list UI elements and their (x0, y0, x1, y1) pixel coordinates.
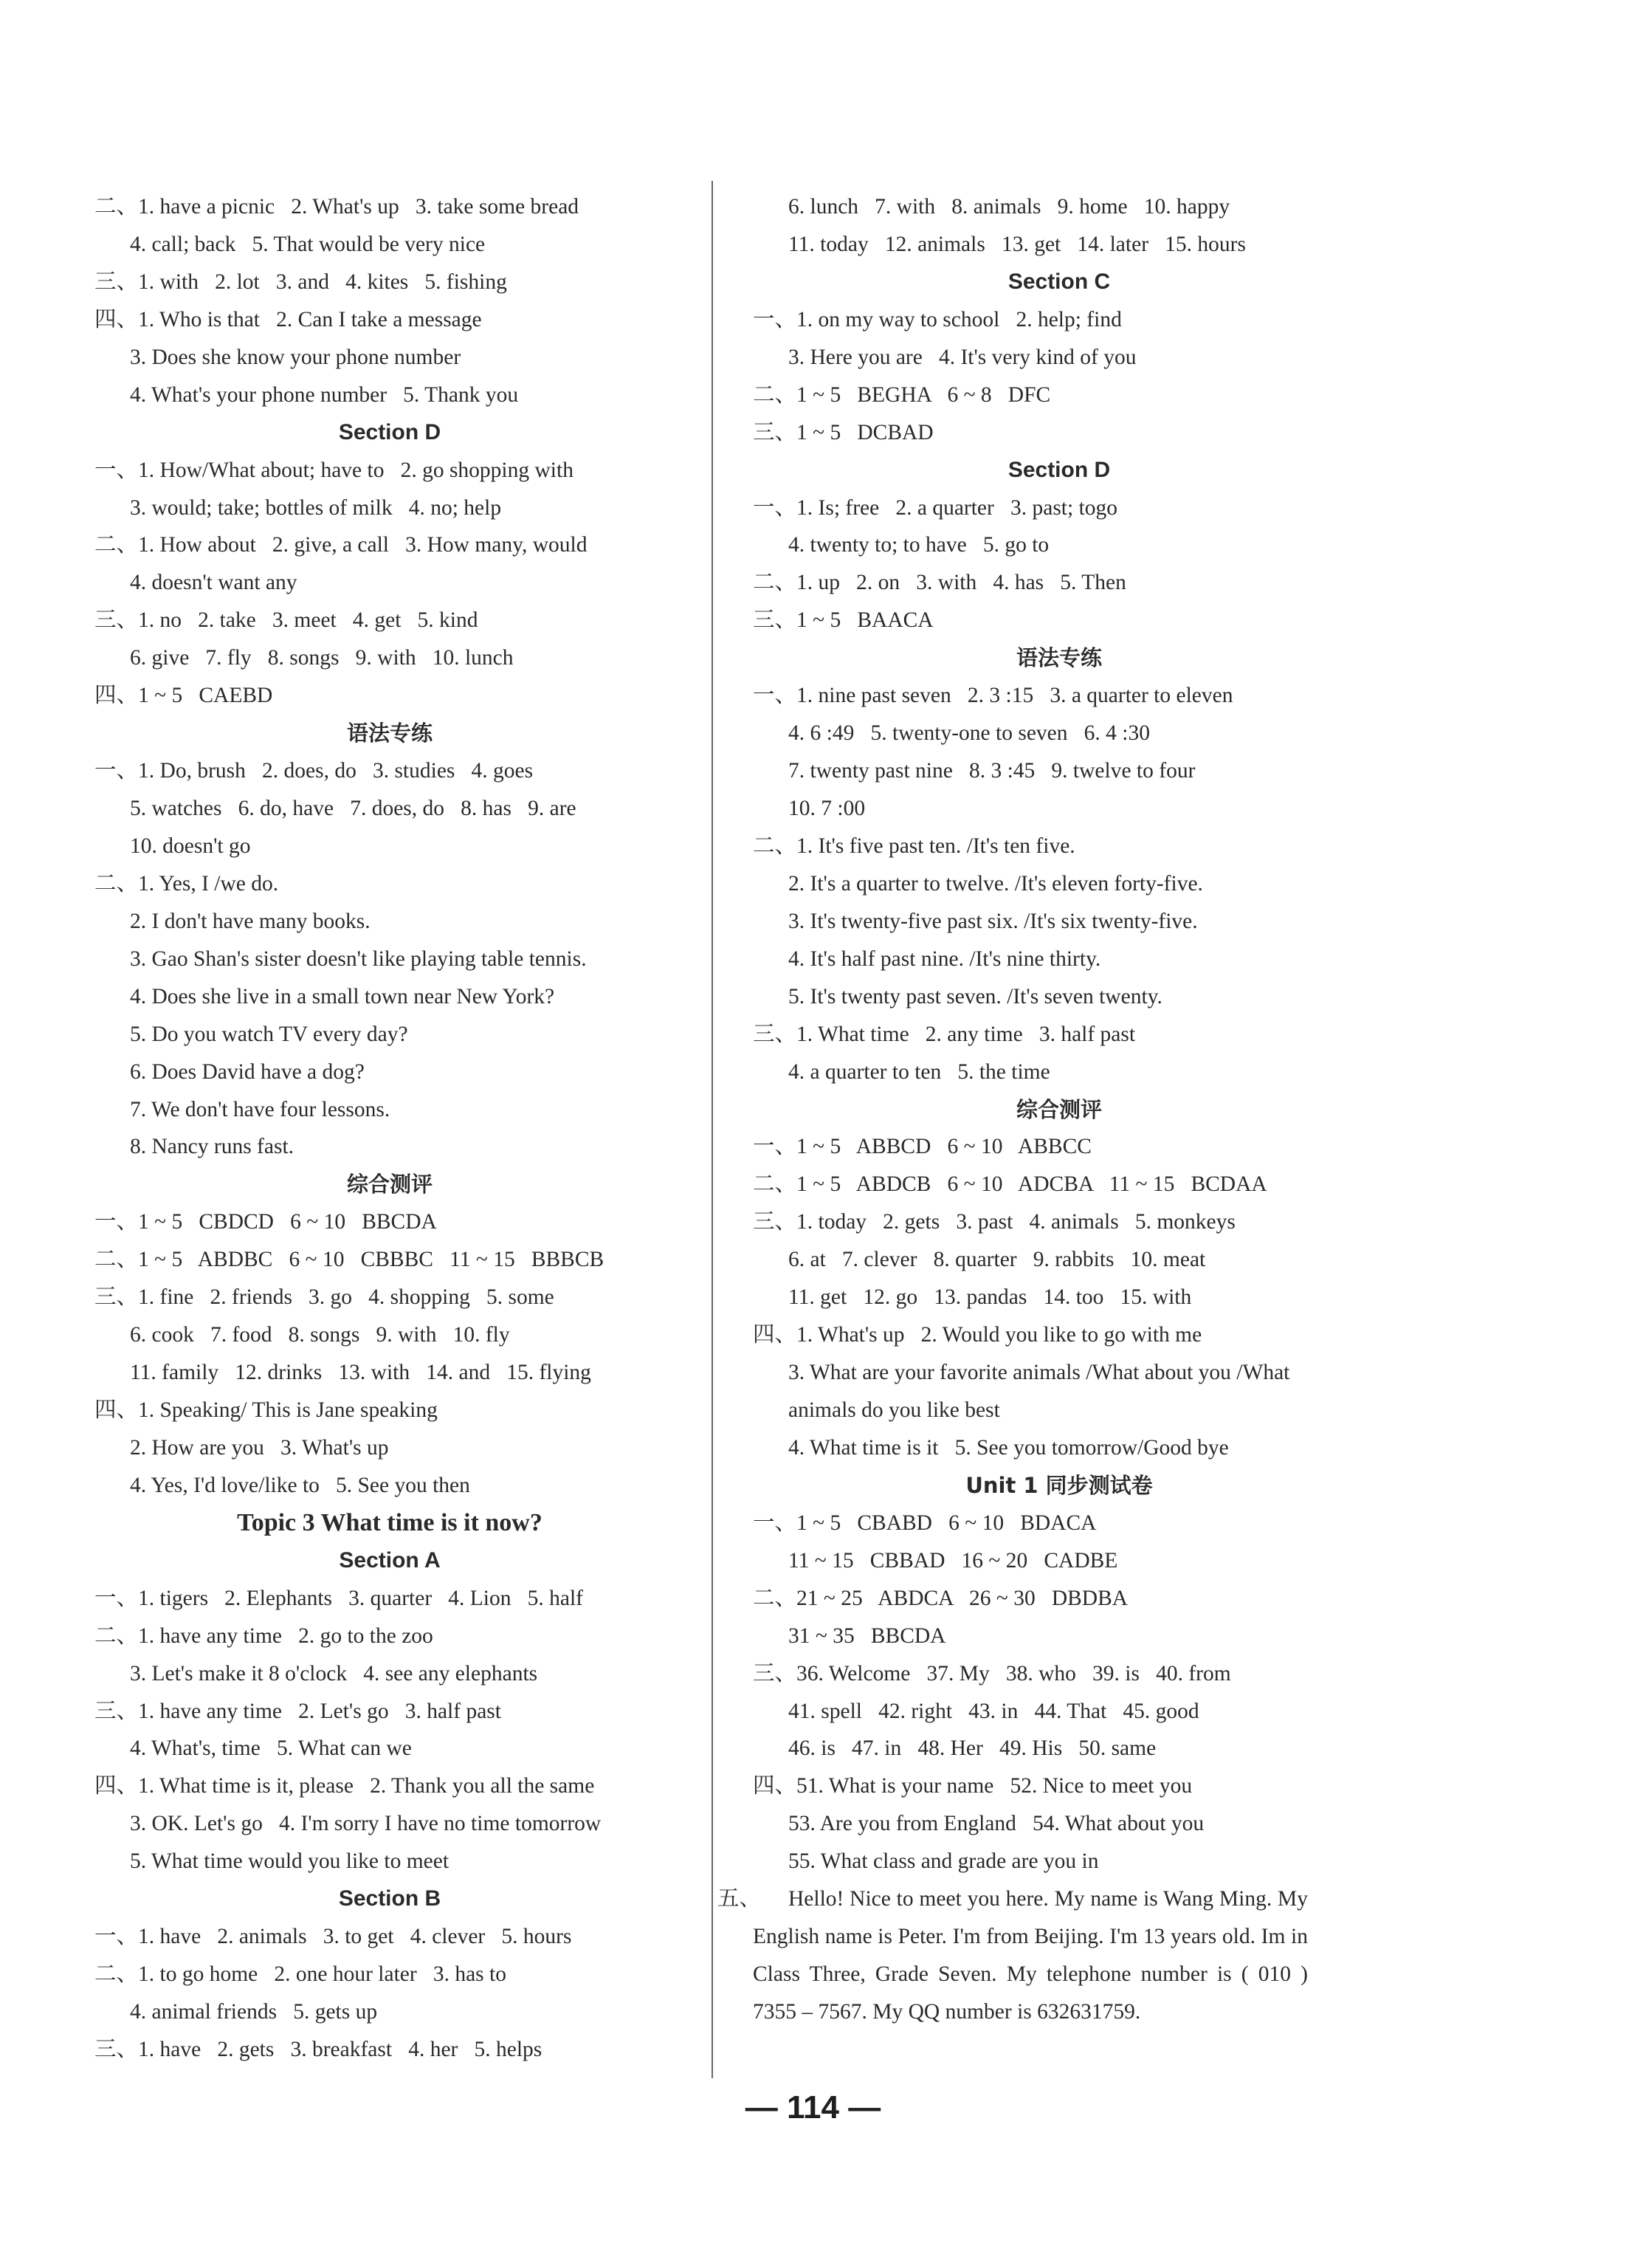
answer-line (753, 489, 1365, 527)
answer-text: 2. How are you 3. What's up (130, 1435, 389, 1460)
answer-line (94, 226, 685, 264)
answer-text: 31 ~ 35 BBCDA (788, 1623, 946, 1648)
answer-line (94, 264, 685, 301)
question-number: 四、 (753, 1323, 797, 1347)
answer-text: 1. have any time 2. go to the zoo (138, 1623, 433, 1648)
answer-line (753, 1505, 1365, 1542)
answer-line (94, 602, 685, 639)
answer-text: 3. Here you are 4. It's very kind of you (788, 345, 1137, 369)
answer-text: 1. How about 2. give, a call 3. How many, would (138, 533, 588, 557)
answer-line (753, 602, 1365, 639)
answer-text: 7. We don't have four lessons. (130, 1097, 390, 1121)
question-number: 五、 (717, 1887, 762, 1911)
answer-line (753, 1054, 1365, 1091)
answer-line (753, 715, 1365, 752)
answer-text: 5. watches 6. do, have 7. does, do 8. has 9. are (130, 797, 576, 820)
answer-line (94, 1730, 685, 1767)
question-number: 一、 (94, 1925, 139, 1949)
answer-line (94, 1693, 685, 1731)
question-number: 一、 (94, 1210, 139, 1234)
answer-line (753, 941, 1365, 978)
answer-text: 4. What time is it 5. See you tomorrow/Good bye (788, 1435, 1229, 1460)
answer-text: 1 ~ 5 ABDCB 6 ~ 10 ADCBA 11 ~ 15 BCDAA (796, 1172, 1267, 1197)
answer-text: 4. 6 :49 5. twenty-one to seven 6. 4 :30 (788, 721, 1150, 746)
answer-text: 4. Does she live in a small town near New York? (130, 984, 555, 1008)
answer-text: 6. Does David have a dog? (130, 1059, 365, 1084)
answer-line (753, 1767, 1365, 1805)
question-number: 二、 (753, 571, 797, 595)
answer-line (753, 1843, 1365, 1880)
answer-text: 1. Is; free 2. a quarter 3. past; togo (796, 495, 1118, 520)
answer-line (753, 1241, 1365, 1279)
answer-line (94, 677, 685, 715)
answer-text: 4. twenty to; to have 5. go to (788, 533, 1050, 557)
answer-text: 4. doesn't want any (130, 571, 297, 595)
answer-line (94, 1054, 685, 1091)
answer-text: 51. What is your name 52. Nice to meet you (796, 1774, 1193, 1798)
question-number: 二、 (94, 195, 139, 219)
answer-line (94, 1316, 685, 1354)
answer-line (753, 752, 1365, 790)
question-number: 三、 (94, 2037, 139, 2061)
answer-line (753, 1618, 1365, 1655)
answer-line (94, 377, 685, 414)
answer-line (94, 1392, 685, 1429)
answer-line (94, 790, 685, 828)
answer-line (94, 1655, 685, 1693)
answer-text: 1 ~ 5 CAEBD (138, 684, 273, 708)
question-number: 三、 (94, 608, 139, 633)
answer-text: 3. Let's make it 8 o'clock 4. see any elephants (130, 1661, 538, 1685)
answer-line (94, 1993, 685, 2031)
answer-text: 4. a quarter to ten 5. the time (788, 1059, 1050, 1084)
answer-text: 1. have a picnic 2. What's up 3. take some bread (138, 195, 579, 219)
answer-line (753, 339, 1365, 377)
answer-text: 1 ~ 5 DCBAD (796, 420, 934, 444)
answer-line (94, 941, 685, 978)
left-column (94, 188, 685, 2069)
question-number: 三、 (753, 608, 797, 633)
answer-line (753, 414, 1365, 452)
answer-line (753, 1279, 1365, 1316)
question-number: 三、 (94, 1285, 139, 1310)
answer-text: 1. on my way to school 2. help; find (796, 307, 1122, 331)
answer-text: 5. What time would you like to meet (130, 1849, 449, 1874)
question-number: 四、 (94, 1774, 139, 1798)
answer-line (753, 1166, 1365, 1203)
question-number: 三、 (753, 420, 797, 444)
section-heading: Section A (339, 1547, 441, 1573)
answer-text: 7. twenty past nine 8. 3 :45 9. twelve to four (788, 759, 1196, 783)
answer-line (94, 1467, 685, 1505)
answer-line (94, 1241, 685, 1279)
answer-line (753, 226, 1365, 264)
question-number: 四、 (94, 1398, 139, 1422)
answer-text: 4. animal friends 5. gets up (130, 2000, 378, 2024)
answer-text: 53. Are you from England 54. What about you (788, 1812, 1205, 1836)
answer-line (753, 790, 1365, 828)
question-number: 三、 (753, 1210, 797, 1234)
question-number: 四、 (94, 307, 139, 331)
answer-line (94, 1580, 685, 1618)
answer-text: 2. It's a quarter to twelve. /It's eleven forty-five. (788, 871, 1203, 896)
answer-text: 4. Yes, I'd love/like to 5. See you then (130, 1473, 470, 1497)
section-heading: Section D (338, 419, 441, 444)
answer-line (753, 526, 1365, 564)
answer-text: 1 ~ 5 CBABD 6 ~ 10 BDACA (796, 1511, 1097, 1535)
answer-text: 1. nine past seven 2. 3 :15 3. a quarter to eleven (796, 684, 1233, 708)
section-heading: Section B (338, 1886, 441, 1911)
answer-line (94, 1618, 685, 1655)
answer-line (753, 1730, 1365, 1767)
answer-line (753, 1016, 1365, 1054)
answer-text: 11. family 12. drinks 13. with 14. and 15. flying (130, 1361, 591, 1385)
answer-text: 1. tigers 2. Elephants 3. quarter 4. Lion 5. half (138, 1586, 583, 1610)
answer-text: 11. today 12. animals 13. get 14. later 15. hours (788, 232, 1246, 256)
answer-text: Hello! Nice to meet you here. My name is Wang Ming. My English name is Peter. I'm from Beijing. I'm 13 years old. Im in Class Three, Grade Seven. My telephone number is ( 010 ) 7355 – 7567. My QQ number is 632631759. (753, 1887, 1308, 2024)
question-number: 一、 (94, 1586, 139, 1610)
answer-text: 55. What class and grade are you in (788, 1849, 1099, 1874)
answer-line (94, 339, 685, 377)
question-number: 三、 (94, 269, 139, 294)
answer-line (753, 1203, 1365, 1241)
answer-line (94, 489, 685, 527)
question-number: 一、 (753, 1135, 797, 1159)
answer-line (94, 1805, 685, 1843)
question-number: 三、 (753, 1661, 797, 1685)
answer-line (753, 1655, 1365, 1693)
answer-text: 1. Do, brush 2. does, do 3. studies 4. goes (138, 759, 534, 783)
answer-line (94, 865, 685, 903)
answer-line (94, 1091, 685, 1129)
answer-line (94, 1354, 685, 1392)
answer-line (753, 865, 1365, 903)
answer-line (94, 752, 685, 790)
answer-text: 36. Welcome 37. My 38. who 39. is 40. from (796, 1661, 1231, 1685)
answer-text: 6. lunch 7. with 8. animals 9. home 10. happy (788, 195, 1230, 219)
answer-line (94, 1956, 685, 1993)
answer-line (753, 1128, 1365, 1166)
question-number: 一、 (94, 759, 139, 783)
answer-text: 11 ~ 15 CBBAD 16 ~ 20 CADBE (788, 1548, 1118, 1573)
section-heading: 综合测评 (346, 1172, 433, 1197)
answer-line (753, 677, 1365, 715)
answer-text: 5. Do you watch TV every day? (130, 1022, 408, 1046)
section-heading: 语法专练 (346, 721, 433, 746)
answer-text: 8. Nancy runs fast. (130, 1135, 294, 1159)
question-number: 二、 (94, 1623, 139, 1648)
answer-line (94, 526, 685, 564)
answer-text: 1 ~ 5 BAACA (796, 608, 934, 633)
question-number: 二、 (753, 1586, 797, 1610)
answer-text: 1. How/What about; have to 2. go shopping with (138, 458, 573, 482)
answer-line (94, 1203, 685, 1241)
question-number: 一、 (94, 458, 139, 482)
section-heading: 语法专练 (1016, 645, 1102, 671)
question-number: 一、 (753, 684, 797, 708)
question-number: 二、 (94, 533, 139, 557)
answer-text: 1. no 2. take 3. meet 4. get 5. kind (138, 608, 478, 633)
answer-line (94, 452, 685, 489)
answer-text: 6. cook 7. food 8. songs 9. with 10. fly (130, 1323, 510, 1347)
answer-line (94, 639, 685, 677)
answer-text: 6. at 7. clever 8. quarter 9. rabbits 10. meat (788, 1248, 1206, 1272)
question-number: 一、 (753, 495, 797, 520)
answer-text: 1. have 2. gets 3. breakfast 4. her 5. helps (138, 2037, 542, 2061)
answer-text: 1. Yes, I /we do. (138, 871, 279, 896)
answer-paragraph (717, 1880, 1308, 2031)
answer-text: 10. doesn't go (130, 834, 251, 858)
answer-line (753, 978, 1365, 1016)
page-number: — 114 — (745, 2089, 881, 2126)
question-number: 四、 (753, 1774, 797, 1798)
answer-text: 3. It's twenty-five past six. /It's six twenty-five. (788, 909, 1198, 933)
answer-line (753, 1542, 1365, 1580)
question-number: 一、 (753, 307, 797, 331)
section-heading: Section D (1007, 457, 1111, 482)
question-number: 二、 (753, 382, 797, 407)
answer-line (753, 1316, 1365, 1354)
question-number: 一、 (753, 1511, 797, 1535)
answer-line (753, 903, 1365, 941)
answer-text: 1 ~ 5 CBDCD 6 ~ 10 BBCDA (138, 1210, 437, 1234)
answer-line (94, 1843, 685, 1880)
answer-line (753, 1693, 1365, 1731)
answer-text: 1. What time is it, please 2. Thank you all the same (138, 1774, 595, 1798)
answer-line (94, 1429, 685, 1467)
question-number: 二、 (94, 1248, 139, 1272)
answer-text: 3. OK. Let's go 4. I'm sorry I have no time tomorrow (130, 1812, 602, 1836)
answer-line (753, 1580, 1365, 1618)
answer-text: 1. up 2. on 3. with 4. has 5. Then (796, 571, 1126, 595)
answer-line (753, 1805, 1365, 1843)
answer-line (94, 1918, 685, 1956)
question-number: 四、 (94, 684, 139, 708)
answer-text: animals do you like best (788, 1398, 1000, 1422)
answer-text: 6. give 7. fly 8. songs 9. with 10. lunch (130, 646, 514, 670)
answer-line (94, 1767, 685, 1805)
answer-line (753, 1354, 1365, 1392)
answer-text: 1. Who is that 2. Can I take a message (138, 307, 482, 331)
question-number: 二、 (753, 834, 797, 858)
answer-line (94, 1279, 685, 1316)
answer-text: 4. It's half past nine. /It's nine thirty. (788, 946, 1101, 971)
answer-text: 4. call; back 5. That would be very nice (130, 232, 486, 256)
answer-text: 1. to go home 2. one hour later 3. has to (138, 1962, 506, 1987)
answer-text: 3. Does she know your phone number (130, 345, 461, 369)
answer-text: 1. What's up 2. Would you like to go with me (796, 1323, 1202, 1347)
answer-line (94, 978, 685, 1016)
section-heading: 综合测评 (1016, 1096, 1102, 1122)
answer-text: 1. have 2. animals 3. to get 4. clever 5. hours (138, 1925, 572, 1949)
answer-text: 1. with 2. lot 3. and 4. kites 5. fishing (138, 269, 507, 294)
answer-text: 1. have any time 2. Let's go 3. half past (138, 1699, 501, 1723)
answer-line (753, 301, 1365, 339)
question-number: 三、 (753, 1022, 797, 1046)
answer-text: 10. 7 :00 (788, 797, 866, 820)
answer-line (94, 828, 685, 865)
answer-text: 3. would; take; bottles of milk 4. no; help (130, 495, 502, 520)
answer-text: 1. What time 2. any time 3. half past (796, 1022, 1136, 1046)
answer-line (94, 2031, 685, 2069)
answer-line (753, 828, 1365, 865)
answer-text: 1. Speaking/ This is Jane speaking (138, 1398, 438, 1422)
answer-text: 1. It's five past ten. /It's ten five. (796, 834, 1075, 858)
right-column (717, 188, 1365, 2031)
answer-text: 5. It's twenty past seven. /It's seven twenty. (788, 984, 1162, 1008)
answer-text: 2. I don't have many books. (130, 909, 371, 933)
column-divider (712, 181, 713, 2078)
answer-text: 3. What are your favorite animals /What about you /What (788, 1361, 1290, 1385)
question-number: 二、 (753, 1172, 797, 1197)
answer-text: 46. is 47. in 48. Her 49. His 50. same (788, 1736, 1157, 1761)
section-heading: Unit 1 同步测试卷 (965, 1472, 1153, 1498)
answer-text: 1 ~ 5 ABDBC 6 ~ 10 CBBBC 11 ~ 15 BBBCB (138, 1248, 604, 1272)
answer-text: 1 ~ 5 BEGHA 6 ~ 8 DFC (796, 382, 1051, 407)
answer-text: 11. get 12. go 13. pandas 14. too 15. with (788, 1285, 1192, 1310)
answer-line (753, 377, 1365, 414)
answer-line (94, 1128, 685, 1166)
answer-text: 21 ~ 25 ABDCA 26 ~ 30 DBDBA (796, 1586, 1129, 1610)
question-number: 三、 (94, 1699, 139, 1723)
answer-line (94, 188, 685, 226)
question-number: 二、 (94, 1962, 139, 1987)
answer-text: 1. today 2. gets 3. past 4. animals 5. monkeys (796, 1210, 1236, 1234)
answer-line (94, 564, 685, 602)
answer-line (94, 903, 685, 941)
answer-text: 3. Gao Shan's sister doesn't like playing table tennis. (130, 946, 587, 971)
answer-line (94, 1016, 685, 1054)
answer-line (753, 564, 1365, 602)
section-heading: Section C (1007, 269, 1111, 294)
answer-line (753, 1429, 1365, 1467)
answer-text: 41. spell 42. right 43. in 44. That 45. good (788, 1699, 1199, 1723)
answer-text: 4. What's your phone number 5. Thank you (130, 382, 519, 407)
answer-text: 1 ~ 5 ABBCD 6 ~ 10 ABBCC (796, 1135, 1092, 1159)
answer-line (753, 1392, 1365, 1429)
answer-text: 1. fine 2. friends 3. go 4. shopping 5. some (138, 1285, 554, 1310)
question-number: 二、 (94, 871, 139, 896)
section-heading: Topic 3 What time is it now? (237, 1508, 542, 1536)
answer-line (94, 301, 685, 339)
answer-line (753, 188, 1365, 226)
answer-text: 4. What's, time 5. What can we (130, 1736, 412, 1761)
